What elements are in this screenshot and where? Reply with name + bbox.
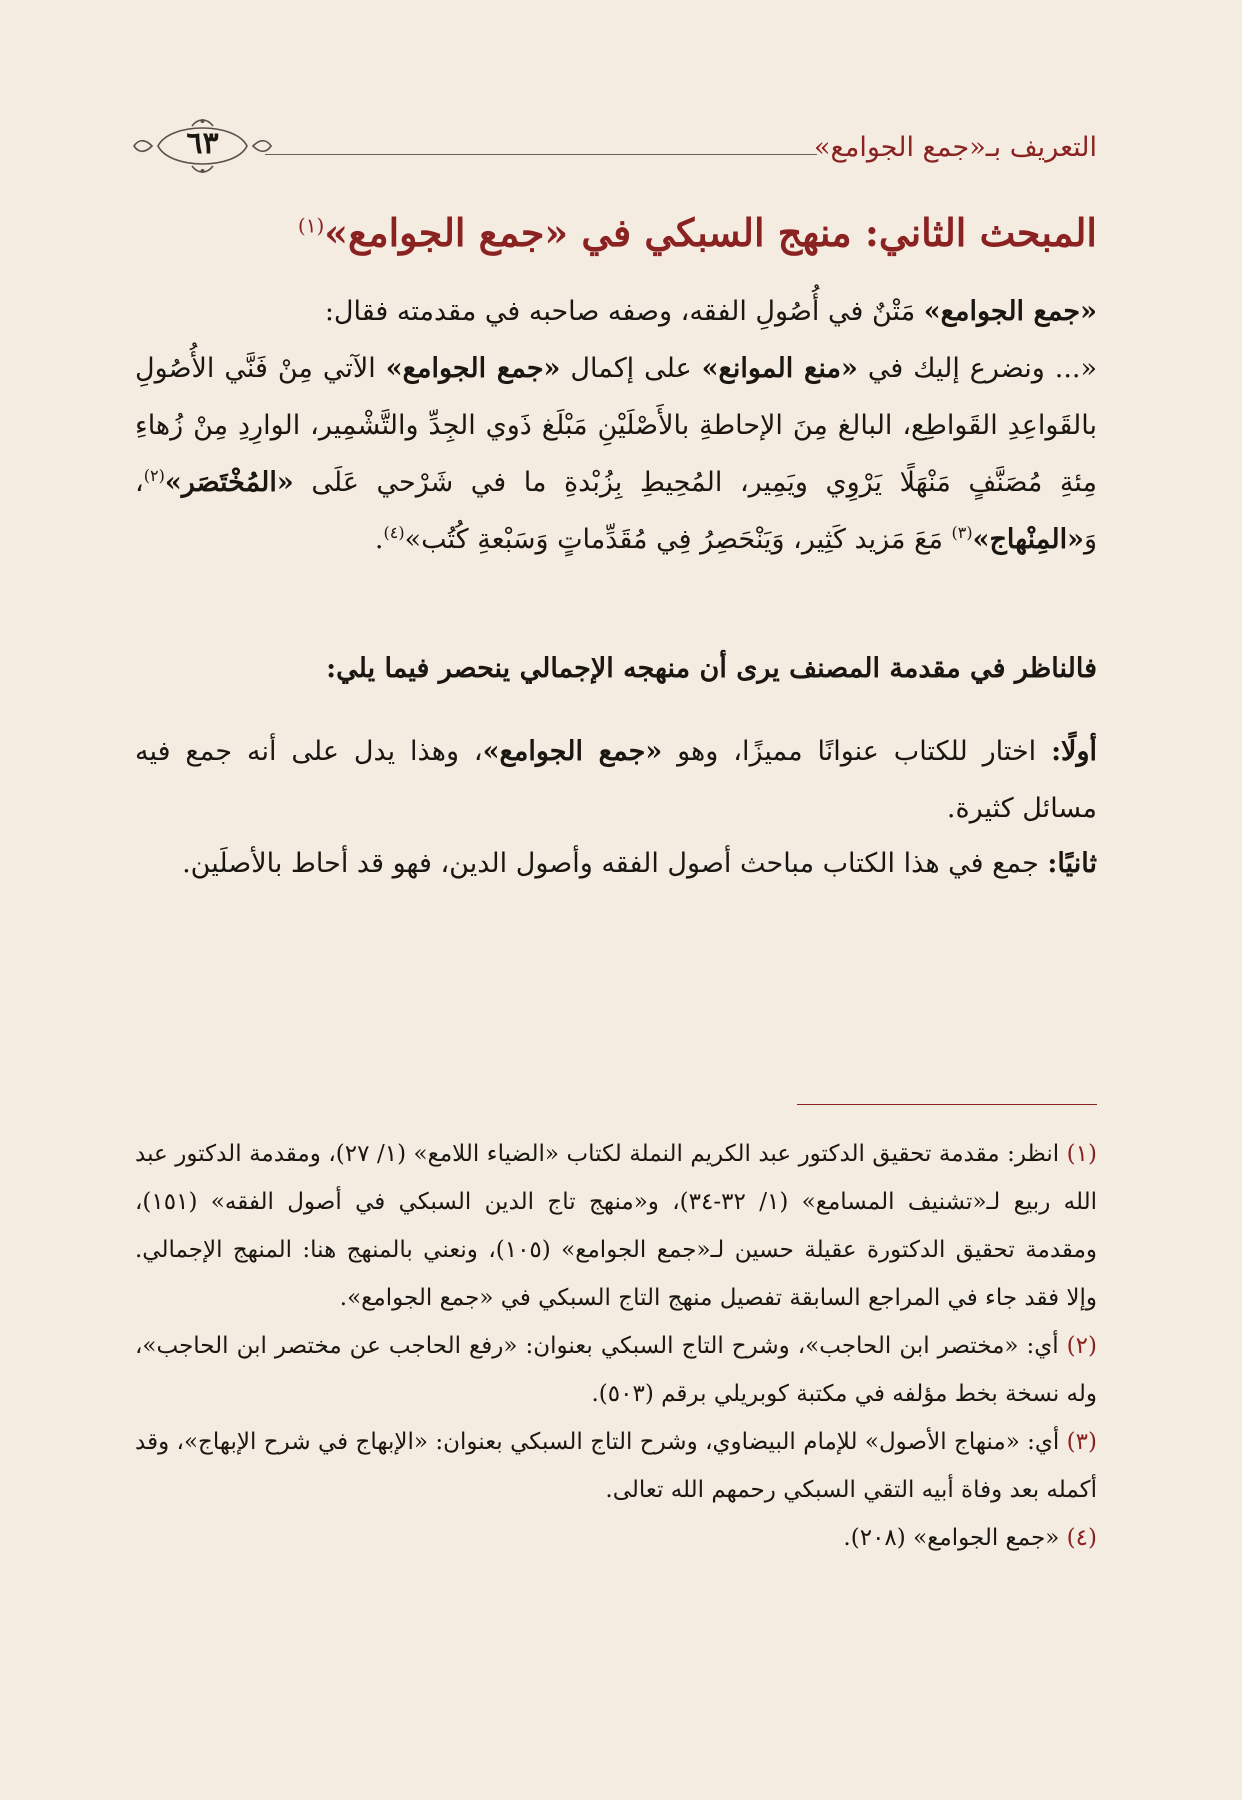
quote-title-mukhtasar: «المُخْتَصَر» [164,467,294,498]
footnote-number: (١) [1066,1141,1097,1167]
footnote-ref-3: (٣) [951,523,973,542]
summary-paragraph: فالناظر في مقدمة المصنف يرى أن منهجه الإجمالي ينحصر فيما يلي: [326,653,1097,684]
quote-text-5: مَعَ مَزيد كَثِير، وَيَنْحَصِرُ فِي مُقَدِّماتٍ وَسَبْعةِ كُتُب» [404,524,952,555]
footnote-3 [135,1418,1097,1514]
footnote-number: (٤) [1066,1525,1097,1551]
footnote-text: «جمع الجوامع» (٢٠٨). [843,1525,1067,1551]
quote-title-jam-al-jawami: «جمع الجوامع» [385,353,561,384]
first-point-paragraph [135,723,1097,837]
footnote-text: أي: «مختصر ابن الحاجب»، وشرح التاج السبكي بعنوان: «رفع الحاجب عن مختصر ابن الحاجب»، وله نسخة بخط مؤلفه في مكتبة كوبريلي برقم (٥٠٣). [135,1333,1097,1407]
first-point-label: أولًا: [1051,736,1097,767]
first-point-book-title: «جمع الجوامع» [482,736,663,767]
footnote-text: انظر: مقدمة تحقيق الدكتور عبد الكريم النملة لكتاب «الضياء اللامع» (١/ ٢٧)، ومقدمة الدكتور عبد الله ربيع لـ«تشنيف المسامع» (١/ ٣٢-٣٤)، و«منهج تاج الدين السبكي في أصول الفقه» (١٥١)، ومقدمة تحقيق الدكتورة عقيلة حسين لـ«جمع الجوامع» (١٠٥)، ونعني بالمنهج هنا: المنهج الإجمالي. وإلا فقد جاء في المراجع السابقة تفصيل منهج التاج السبكي في «جمع الجوامع». [135,1141,1098,1311]
first-point-text-2: ، وهذا يدل على أنه جمع فيه مسائل كثيرة. [135,736,1097,824]
author-quote [135,340,1097,568]
intro-paragraph [135,283,1097,340]
quote-text-2: على إكمال [560,353,702,384]
running-title: التعريف بـ«جمع الجوامع» [814,132,1097,163]
footnote-4 [135,1514,1097,1562]
quote-text-1: «... ونضرع إليك في [857,353,1098,384]
section-heading-footnote-ref: (١) [297,213,325,238]
footnotes [135,1130,1097,1562]
quote-text-4: ، وَ [135,467,1097,555]
second-point-label: ثانيًا: [1047,848,1097,879]
footnote-2 [135,1322,1097,1418]
page-number-ornament [130,116,275,176]
running-header [130,116,1097,176]
first-point-text-1: اختار للكتاب عنوانًا مميزًا، وهو [662,736,1052,767]
header-rule [265,154,817,155]
footnote-divider [797,1104,1097,1105]
footnote-1 [135,1130,1097,1322]
second-point-text: جمع في هذا الكتاب مباحث أصول الفقه وأصول الدين، فهو قد أحاط بالأصلَين. [182,848,1048,879]
section-heading-text: المبحث الثاني: منهج السبكي في «جمع الجوامع» [324,210,1097,255]
quote-title-man-al-mawani: «منع الموانع» [701,353,858,384]
footnote-ref-4: (٤) [383,523,405,542]
quote-text-3: الآتي مِنْ فَنَّي الأُصُولِ بالقَواعِدِ القَواطِع، البالغ مِنَ الإحاطةِ بالأَصْلَيْنِ مَبْلَغ ذَوي الجِدِّ والتَّشْمِير، الوارِدِ مِنْ زُهاءِ مِئةِ مُصَنَّفٍ مَنْهَلًا يَرْوِي ويَمِير، المُحِيطِ بِزُبْدةِ ما في شَرْحي عَلَى [135,353,1097,498]
page-number: ٦٣ [186,126,219,161]
quote-text-6: . [374,524,384,555]
footnote-ref-2: (٢) [143,466,165,485]
intro-book-title: «جمع الجوامع» [923,296,1097,327]
intro-text: مَتْنٌ في أُصُولِ الفقه، وصفه صاحبه في مقدمته فقال: [324,296,924,327]
section-heading [120,210,1097,255]
quote-title-minhaj: «المِنْهاج» [972,524,1084,555]
footnote-number: (٣) [1066,1429,1097,1455]
second-point-paragraph [135,835,1097,892]
footnote-text: أي: «منهاج الأصول» للإمام البيضاوي، وشرح التاج السبكي بعنوان: «الإبهاج في شرح الإبهاج»، وقد أكمله بعد وفاة أبيه التقي السبكي رحمهم الله تعالى. [135,1429,1097,1503]
footnote-number: (٢) [1066,1333,1097,1359]
